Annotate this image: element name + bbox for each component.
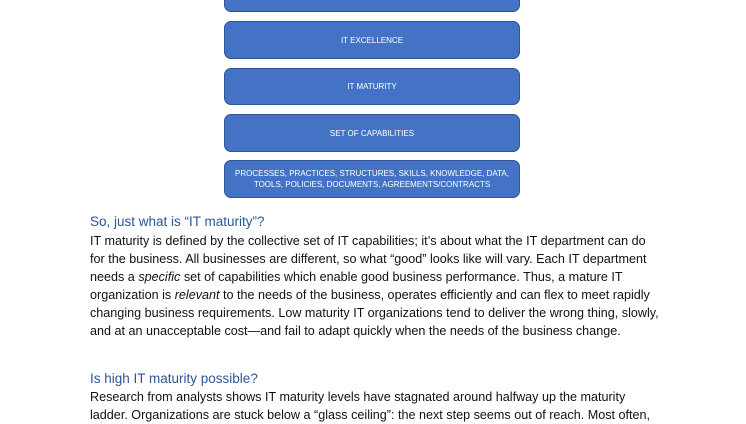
diagram-box-set-of-capabilities: SET OF CAPABILITIES — [224, 114, 520, 152]
diagram-box-it-maturity: IT MATURITY — [224, 68, 520, 105]
capability-hierarchy-diagram — [0, 0, 746, 200]
paragraph-text-part: to the needs of the business, operates efficiently and can flex to meet rapidly changing business requirements. Low maturity IT organizations tend to deliver the wrong thing, slowly, and at an unacceptable cost—and fail to adapt quickly when the needs of the business change. — [90, 288, 659, 338]
section-heading-is-high-maturity-possible: Is high IT maturity possible? — [90, 371, 258, 386]
paragraph-text-part: IT maturity is defined by the collective set of IT capabilities; it’s about what the IT department can do for the business. All businesses are different, so what “good” looks like will vary. Each IT department needs a — [90, 234, 647, 284]
emphasis-specific: specific — [138, 270, 181, 284]
diagram-box-processes-practices: PROCESSES, PRACTICES, STRUCTURES, SKILLS, KNOWLEDGE, DATA, TOOLS, POLICIES, DOCUMENTS, AGREEMENTS/CONTRACTS — [224, 160, 520, 198]
diagram-box-it-excellence: IT EXCELLENCE — [224, 21, 520, 59]
section-paragraph-is-high-maturity-possible: Research from analysts shows IT maturity levels have stagnated around halfway up the maturity ladder. Organizations are stuck below a “glass ceiling”: the next step seems out of reach. Most often, — [90, 390, 651, 422]
diagram-box-top-partial — [224, 0, 520, 12]
paragraph-text-part: set of capabilities which enable good business performance. Thus, a mature IT organization is — [90, 270, 623, 302]
section-heading-what-is-it-maturity: So, just what is “IT maturity”? — [90, 214, 265, 229]
section-paragraph-what-is-it-maturity — [90, 232, 662, 340]
emphasis-relevant: relevant — [174, 288, 220, 302]
